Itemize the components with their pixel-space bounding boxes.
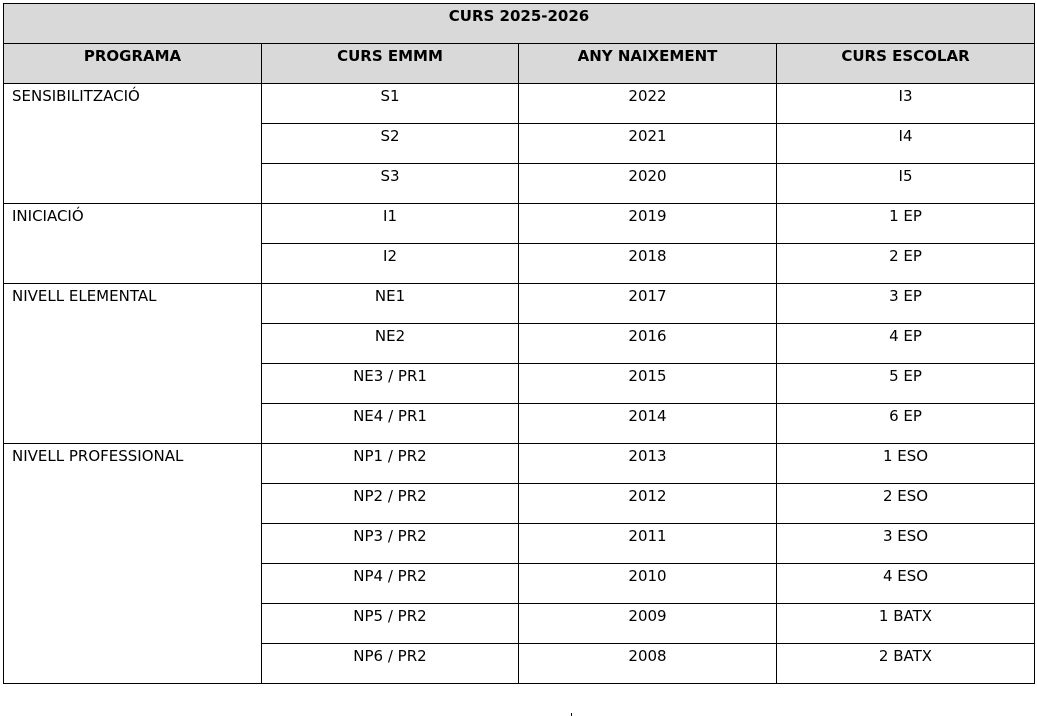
curs-emmm-cell: NP3 / PR2 [262,524,519,564]
header-curs-escolar: CURS ESCOLAR [777,44,1035,84]
header-any-naixement: ANY NAIXEMENT [519,44,777,84]
curs-escolar-cell: 3 ESO [777,524,1035,564]
curs-emmm-cell: NE3 / PR1 [262,364,519,404]
any-naixement-cell: 2014 [519,404,777,444]
any-naixement-cell: 2020 [519,164,777,204]
curs-emmm-cell: NP2 / PR2 [262,484,519,524]
curs-emmm-cell: NP6 / PR2 [262,644,519,684]
any-naixement-cell: 2022 [519,84,777,124]
curs-emmm-cell: NE2 [262,324,519,364]
curs-emmm-cell: NE1 [262,284,519,324]
curs-escolar-cell: 2 EP [777,244,1035,284]
header-programa: PROGRAMA [4,44,262,84]
table-title: CURS 2025-2026 [4,4,1035,44]
curs-escolar-cell: 6 EP [777,404,1035,444]
curs-escolar-cell: 5 EP [777,364,1035,404]
curs-escolar-cell: 1 BATX [777,604,1035,644]
any-naixement-cell: 2015 [519,364,777,404]
curs-emmm-cell: NP4 / PR2 [262,564,519,604]
table-body [4,84,1035,684]
curs-emmm-cell: I1 [262,204,519,244]
curs-emmm-cell: NP1 / PR2 [262,444,519,484]
curs-escolar-cell: 4 EP [777,324,1035,364]
programa-cell: NIVELL ELEMENTAL [4,284,262,444]
curs-emmm-cell: S3 [262,164,519,204]
any-naixement-cell: 2008 [519,644,777,684]
curs-emmm-cell: I2 [262,244,519,284]
curs-emmm-cell: NP5 / PR2 [262,604,519,644]
curs-emmm-cell: S1 [262,84,519,124]
any-naixement-cell: 2019 [519,204,777,244]
programa-cell: INICIACIÓ [4,204,262,284]
table-row [4,204,1035,244]
curs-escolar-cell: I3 [777,84,1035,124]
course-table [3,3,1035,684]
header-curs-emmm: CURS EMMM [262,44,519,84]
any-naixement-cell: 2017 [519,284,777,324]
curs-escolar-cell: I5 [777,164,1035,204]
any-naixement-cell: 2012 [519,484,777,524]
curs-emmm-cell: S2 [262,124,519,164]
any-naixement-cell: 2011 [519,524,777,564]
any-naixement-cell: 2010 [519,564,777,604]
curs-escolar-cell: 4 ESO [777,564,1035,604]
curs-escolar-cell: 1 EP [777,204,1035,244]
curs-escolar-cell: 2 BATX [777,644,1035,684]
curs-escolar-cell: I4 [777,124,1035,164]
any-naixement-cell: 2013 [519,444,777,484]
table-header-row [4,44,1035,84]
any-naixement-cell: 2018 [519,244,777,284]
programa-cell: SENSIBILITZACIÓ [4,84,262,204]
curs-escolar-cell: 2 ESO [777,484,1035,524]
table-row [4,84,1035,124]
any-naixement-cell: 2016 [519,324,777,364]
table-title-row [4,4,1035,44]
table-row [4,444,1035,484]
any-naixement-cell: 2009 [519,604,777,644]
programa-cell: NIVELL PROFESSIONAL [4,444,262,684]
any-naixement-cell: 2021 [519,124,777,164]
curs-escolar-cell: 1 ESO [777,444,1035,484]
curs-emmm-cell: NE4 / PR1 [262,404,519,444]
table-row [4,284,1035,324]
curs-escolar-cell: 3 EP [777,284,1035,324]
